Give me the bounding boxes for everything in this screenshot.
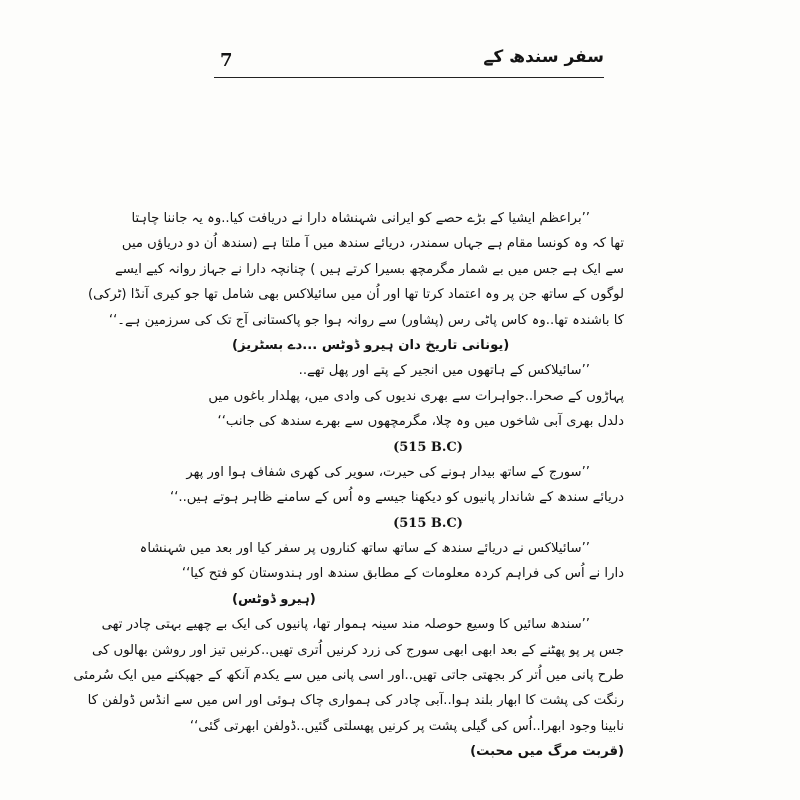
text-line: دارا نے اُس کی فراہم کردہ معلومات کے مطابق سندھ اور ہندوستان کو فتح کیا‘‘ <box>181 566 624 582</box>
verse-line: ’’سائیلاکس کے ہاتھوں میں انجیر کے پتے اور پھل تھے.. <box>298 363 590 379</box>
running-title: سفر سندھ کے <box>483 47 604 67</box>
text-line: کا باشندہ تھا..وہ کاس پاٹی رس (پشاور) سے روانہ ہوا جو پاکستانی آج تک کی سرزمین ہے۔‘‘ <box>108 312 624 328</box>
header-rule <box>214 77 604 78</box>
page-header <box>214 44 604 78</box>
text-line: ’’سندھ سائیں کا وسیع حوصلہ مند سینہ ہموار تھا، پانیوں کی ایک بے چھیے بہتی چادر تھی <box>101 617 590 633</box>
citation: (یونانی تاریخ دان ہیرو ڈوٹس ...دے بسٹریز) <box>232 337 510 353</box>
year-citation: (515 B.C) <box>393 515 463 531</box>
text-line: لوگوں کے ساتھ جن پر وہ اعتماد کرتا تھا اور اُن میں سائیلاکس بھی شامل تھا جو کیری آنڈا (ٹرکی) <box>88 287 624 303</box>
citation: (ہیرو ڈوٹس) <box>232 591 316 607</box>
verse-line: دلدل بھری آبی شاخوں میں وہ چلا، مگرمچھوں سے بھرے سندھ کی جانب‘‘ <box>217 414 624 430</box>
text-line: رنگت کی پشت کا ابھار بلند ہوا..آبی چادر کی ہمواری چاک ہوئی اور اس میں سے انڈس ڈولفن کا <box>87 693 624 709</box>
verse-line: دریائے سندھ کے شاندار پانیوں کو دیکھنا جیسے وہ اُس کے سامنے ظاہر ہوتے ہیں..‘‘ <box>170 490 624 506</box>
verse-line: ’’سورج کے ساتھ بیدار ہونے کی حیرت، سویر کی کھری شفاف ہوا اور پھر <box>186 464 590 480</box>
page-number: 7 <box>220 50 233 71</box>
text-line: جس پر پو پھٹنے کے بعد ابھی ابھی سورج کی زرد کرنیں اُتری تھیں..کرنیں تیز اور روشن بھالوں کی <box>92 642 624 658</box>
text-line: سے ایک ہے جس میں بے شمار مگرمچھ بسیرا کرتے ہیں ) چنانچہ دارا نے جہاز روانہ کیے ایسے <box>115 261 624 277</box>
verse-line: پہاڑوں کے صحرا..جواہرات سے بھری ندیوں کی وادی میں، پھلدار باغوں میں <box>208 388 624 404</box>
text-line: تھا کہ وہ کونسا مقام ہے جہاں سمندر، دریائے سندھ میں آ ملتا ہے (سندھ اُن دو دریاؤں میں <box>121 236 624 252</box>
text-line: طرح پانی میں اُتر کر بجھتی جاتی تھیں..اور اسی پانی میں سے یکدم آنکھ کے جھپکنے میں ایک سُرمئی <box>73 668 624 684</box>
citation: (قربت مرگ میں محبت) <box>470 744 624 760</box>
text-line: نابینا وجود ابھرا..اُس کی گیلی پشت پر کرنیں پھسلتی گئیں..ڈولفن ابھرتی گئی‘‘ <box>189 718 624 734</box>
text-line: ’’سائیلاکس نے دریائے سندھ کے ساتھ ساتھ کناروں پر سفر کیا اور بعد میں شہنشاہ <box>139 541 590 557</box>
page-body <box>73 206 624 765</box>
year-citation: (515 B.C) <box>393 439 463 455</box>
text-line: ’’براعظم ایشیا کے بڑے حصے کو ایرانی شہنشاہ دارا نے دریافت کیا..وہ یہ جاننا چاہتا <box>131 211 590 226</box>
